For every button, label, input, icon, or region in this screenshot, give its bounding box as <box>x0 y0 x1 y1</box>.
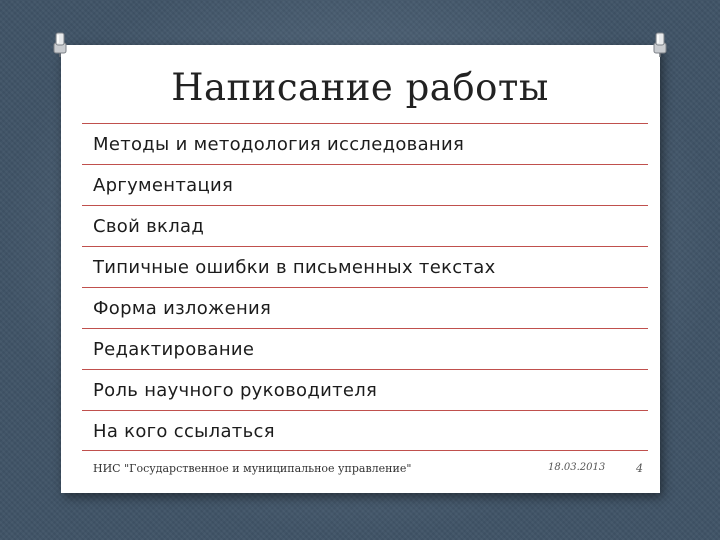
list-item <box>82 205 648 246</box>
list-item-label: На кого ссылаться <box>93 421 275 442</box>
list-item-label: Методы и методология исследования <box>93 134 465 155</box>
slide-title: Написание работы <box>171 66 549 109</box>
list-item <box>82 246 648 287</box>
list-item-label: Форма изложения <box>93 298 272 319</box>
footer-date: 18.03.2013 <box>548 462 606 473</box>
list-item-label: Редактирование <box>93 339 255 360</box>
footer-course-name: НИС "Государственное и муниципальное управление" <box>93 462 412 475</box>
list-item <box>82 164 648 205</box>
pushpin-icon <box>51 31 69 57</box>
list-item-label: Аргументация <box>93 175 234 196</box>
list-item-label: Свой вклад <box>93 216 205 237</box>
list-item <box>82 328 648 369</box>
footer-page-number: 4 <box>636 462 643 475</box>
list-item <box>82 123 648 164</box>
list-item <box>82 287 648 328</box>
list-item <box>82 369 648 410</box>
list-item-label: Типичные ошибки в письменных текстах <box>93 257 496 278</box>
topic-list <box>82 123 648 451</box>
list-item-label: Роль научного руководителя <box>93 380 378 401</box>
list-item <box>82 410 648 451</box>
pushpin-icon <box>651 31 669 57</box>
